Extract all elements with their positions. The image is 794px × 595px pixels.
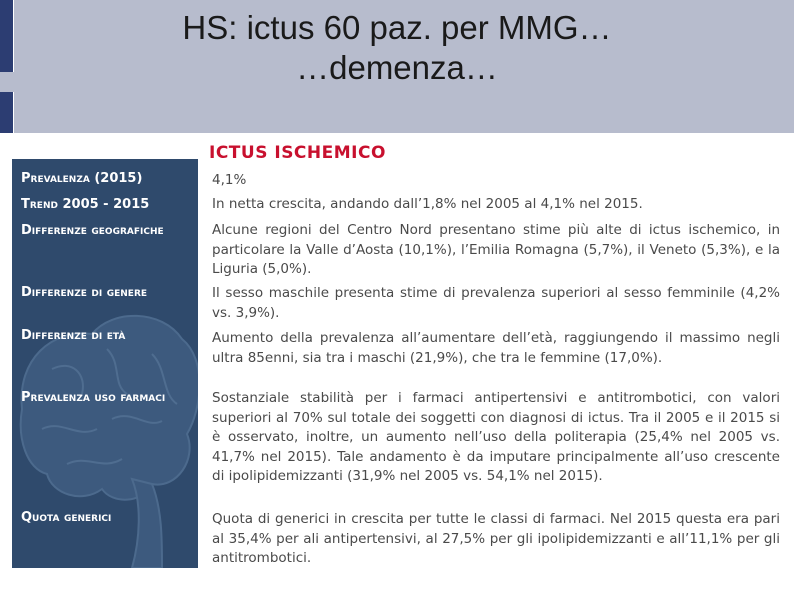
row-text-genere: Il sesso maschile presenta stime di prevalenza superiori al sesso femminile (4,2% vs. 3,9%). <box>212 285 780 321</box>
row-text-generici: Quota di generici in crescita per tutte le classi di farmaci. Nel 2015 questa era pari al 35,4% per ali antipertensivi, al 27,5% per gli ipolipidemizzanti e all’11,1% per gli antitrombotici. <box>212 511 780 566</box>
accent-bar-bottom <box>0 92 14 133</box>
section-title: ICTUS ISCHEMICO <box>209 143 386 163</box>
slide-title <box>0 8 794 88</box>
row-text-eta: Aumento della prevalenza all’aumentare dell’età, raggiungendo il massimo negli ultra 85enni, sia tra i maschi (21,9%), che tra le femmine (17,0%). <box>212 330 780 366</box>
row-label-trend: Trend 2005 - 2015 <box>21 197 150 212</box>
row-text-prevalenza: 4,1% <box>212 172 247 188</box>
row-label-farmaci: Prevalenza uso farmaci <box>21 390 166 405</box>
row-label-geografiche: Differenze geografiche <box>21 223 164 238</box>
row-label-generici: Quota generici <box>21 510 112 525</box>
row-label-genere: Differenze di genere <box>21 285 148 300</box>
row-text-geografiche: Alcune regioni del Centro Nord presentano stime più alte di ictus ischemico, in particolare la Valle d’Aosta (10,1%), l’Emilia Romagna (5,7%), il Veneto (5,3%), e la Liguria (5,0%). <box>212 222 780 277</box>
slide-title-line2: …demenza… <box>296 49 498 86</box>
row-text-trend: In netta crescita, andando dall’1,8% nel 2005 al 4,1% nel 2015. <box>212 196 643 212</box>
row-text-farmaci: Sostanziale stabilità per i farmaci antipertensivi e antitrombotici, con valori superiori al 70% sul totale dei soggetti con diagnosi di ictus. Tra il 2005 e il 2015 si è osservato, inoltre, un aumento nell’uso della politerapia (25,4% nel 2005 vs. 41,7% nel 2015). Tale andamento è da imputare principalmente all’uso crescente di ipolipidemizzanti (31,9% nel 2005 vs. 54,1% nel 2015). <box>212 390 780 484</box>
slide-title-line1: HS: ictus 60 paz. per MMG… <box>182 9 612 46</box>
table-sidebar <box>12 159 198 568</box>
ictus-table <box>12 133 794 568</box>
row-label-eta: Differenze di età <box>21 328 126 343</box>
row-label-prevalenza: Prevalenza (2015) <box>21 171 143 186</box>
slide-header <box>0 0 794 133</box>
brain-watermark-icon <box>12 159 198 568</box>
